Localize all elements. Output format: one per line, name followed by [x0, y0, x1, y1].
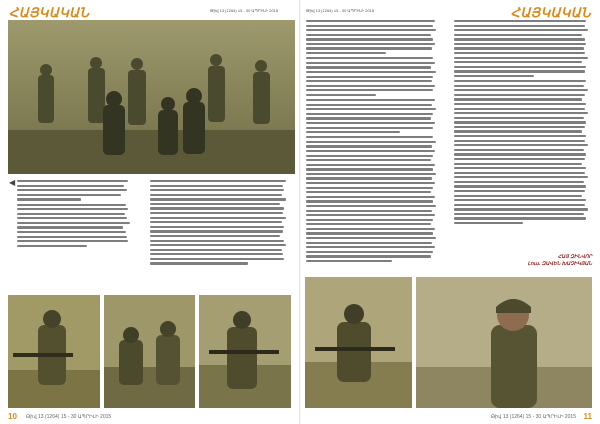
photo-soldier-rifle-2 — [199, 295, 291, 408]
byline-photographer: Լուս. ԶԱՎԵՆ ԽԱՉԻԿՅԱՆ — [527, 261, 592, 267]
photo-soldiers-march — [8, 20, 295, 174]
article-column-4 — [454, 20, 592, 227]
photo-soldier-portrait — [416, 277, 592, 408]
article-column-3 — [306, 20, 440, 264]
photo-soldier-rifle — [8, 295, 100, 408]
article-column-1 — [17, 180, 133, 249]
page-number: 10 — [8, 412, 17, 421]
right-page — [300, 0, 600, 424]
byline-author: ՀԱՅ ԶԻՆՎՈՐ — [557, 254, 592, 260]
page-number: 11 — [583, 412, 592, 421]
issue-header: Թիվ 13 (1264) 15 - 30 ԱՊՐԻԼԻ 2015 — [210, 8, 279, 13]
photo-soldiers-aiming — [104, 295, 195, 408]
issue-header: Թիվ 13 (1264) 15 - 30 ԱՊՐԻԼԻ 2015 — [306, 8, 375, 13]
page-footer: Թիվ 13 (1264) 15 - 30 ԱՊՐԻԼԻ 2015 — [490, 414, 576, 420]
photo-soldier-kneeling — [305, 277, 412, 408]
caption-arrow-icon: ◀ — [9, 178, 16, 187]
article-byline — [528, 254, 592, 267]
page-footer: Թիվ 13 (1264) 15 - 30 ԱՊՐԻԼԻ 2015 — [26, 414, 112, 420]
magazine-logo: ՀԱՅԿԱԿԱՆ — [9, 5, 90, 20]
magazine-logo: ՀԱՅԿԱԿԱՆ — [510, 5, 591, 20]
article-column-2 — [150, 180, 290, 267]
